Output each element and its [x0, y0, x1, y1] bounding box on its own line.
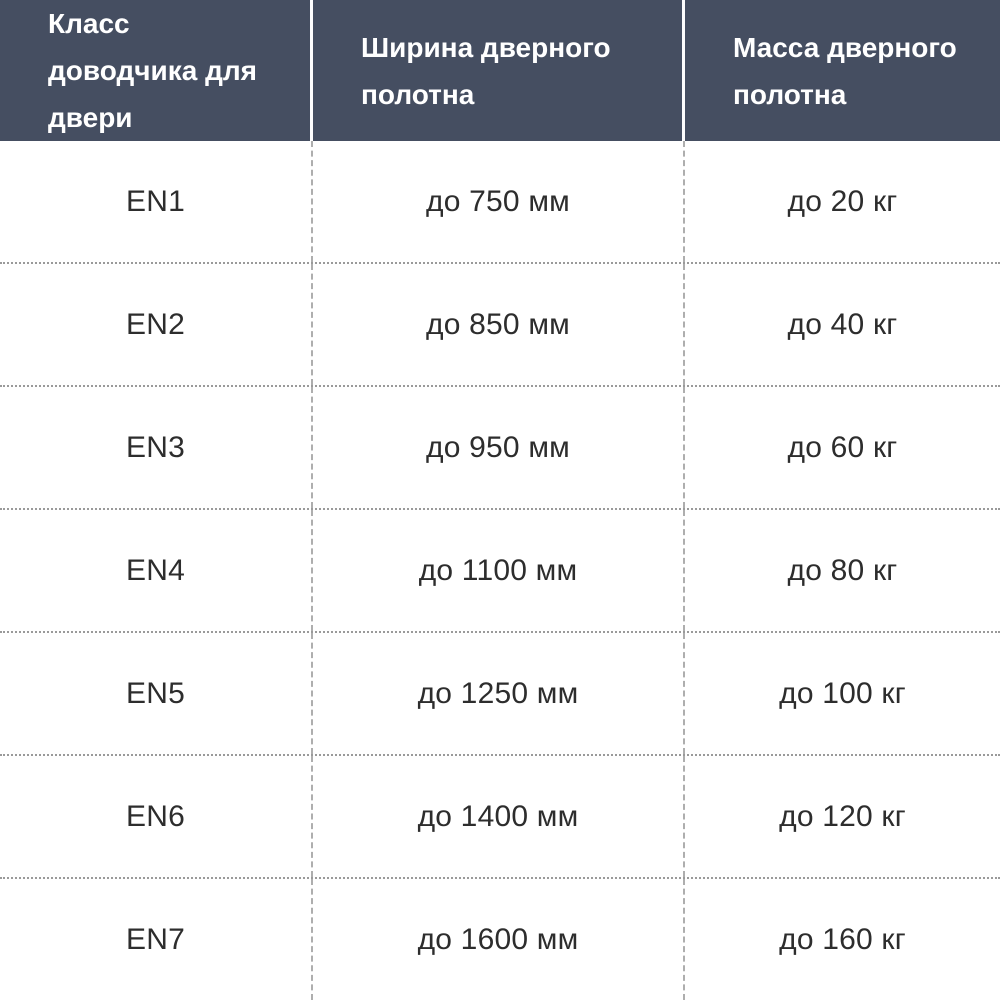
- cell-closer-class: EN3: [0, 387, 313, 508]
- table-row: [0, 508, 1000, 631]
- cell-door-mass: до 20 кг: [787, 184, 898, 218]
- cell-door-width: до 750 мм: [313, 141, 685, 262]
- cell-door-mass: до 120 кг: [779, 799, 906, 833]
- header-label-door-width: Ширина дверного полотна: [361, 31, 611, 110]
- table-row: [0, 754, 1000, 877]
- table-body: [0, 141, 1000, 1000]
- table-row: [0, 631, 1000, 754]
- table-row: [0, 877, 1000, 1000]
- cell-door-width: до 950 мм: [313, 387, 685, 508]
- table-header-row: [0, 0, 1000, 141]
- header-label-closer-class: Класс доводчика для двери: [48, 8, 257, 133]
- table-row: [0, 262, 1000, 385]
- header-cell-door-width: [313, 0, 685, 141]
- table-row: [0, 385, 1000, 508]
- cell-door-mass: до 80 кг: [787, 553, 898, 587]
- cell-door-width: до 1250 мм: [313, 633, 685, 754]
- table-row: [0, 141, 1000, 262]
- header-cell-door-mass: [685, 0, 1000, 141]
- cell-door-mass: до 100 кг: [779, 676, 906, 710]
- cell-closer-class: EN2: [0, 264, 313, 385]
- cell-door-mass: до 160 кг: [779, 922, 906, 956]
- cell-door-mass: до 40 кг: [787, 307, 898, 341]
- header-cell-closer-class: [0, 0, 313, 141]
- cell-closer-class: EN4: [0, 510, 313, 631]
- cell-closer-class: EN7: [0, 879, 313, 1000]
- cell-closer-class: EN1: [0, 141, 313, 262]
- cell-door-mass: до 60 кг: [787, 430, 898, 464]
- cell-door-width: до 850 мм: [313, 264, 685, 385]
- cell-door-width: до 1400 мм: [313, 756, 685, 877]
- cell-door-width: до 1600 мм: [313, 879, 685, 1000]
- cell-door-width: до 1100 мм: [313, 510, 685, 631]
- header-label-door-mass: Масса дверного полотна: [733, 31, 957, 110]
- cell-closer-class: EN6: [0, 756, 313, 877]
- cell-closer-class: EN5: [0, 633, 313, 754]
